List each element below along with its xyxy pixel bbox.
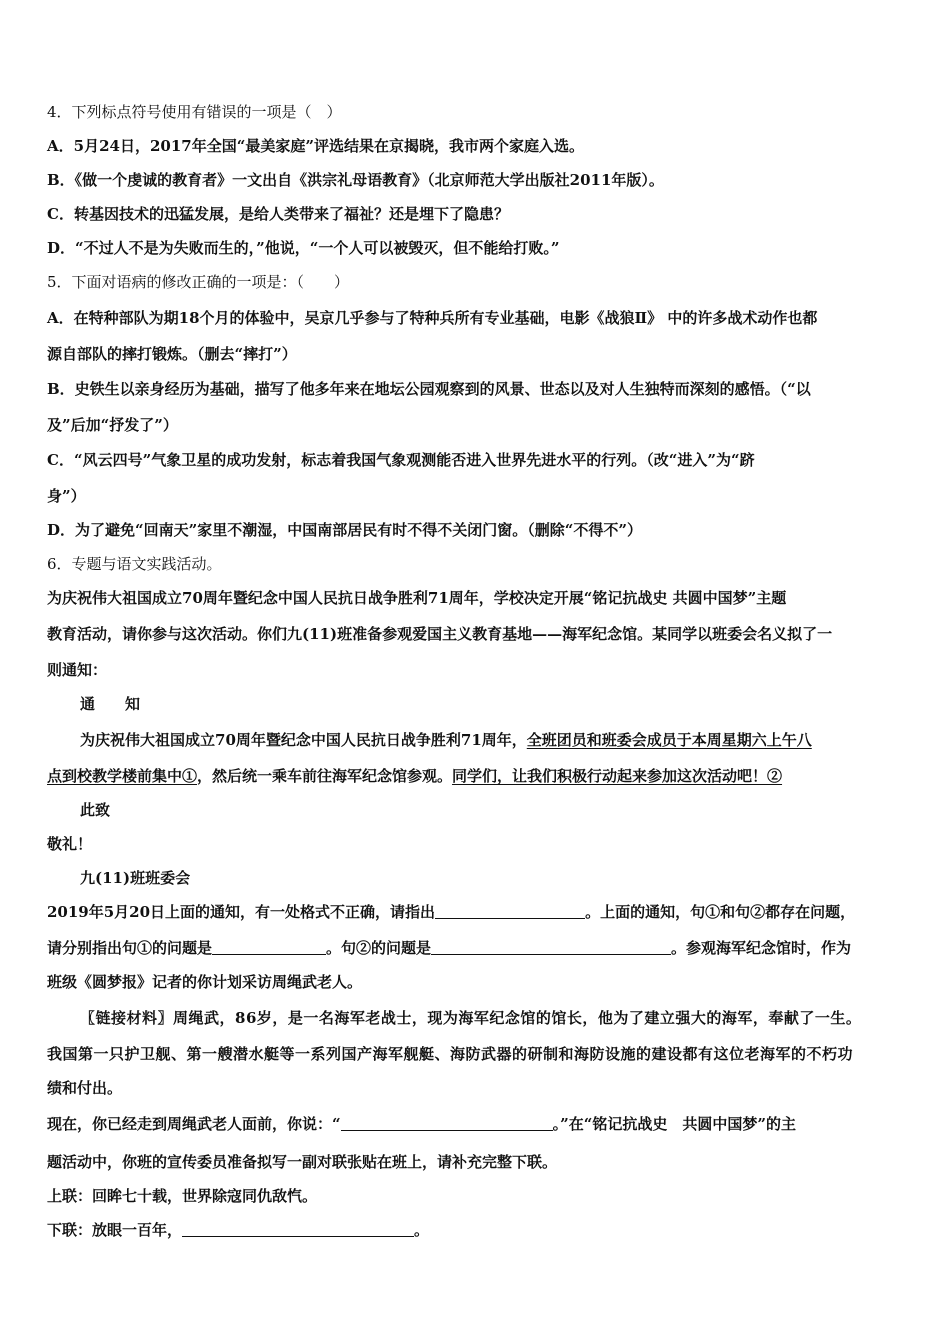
q5-option-a-line2: 源自部队的摔打锻炼。（删去“摔打”） xyxy=(47,345,297,363)
q5-option-b-line1: B．史铁生以亲身经历为基础，描写了他多年来在地坛公园观察到的风景、世态以及对人生独特而深刻的感悟。（“以 xyxy=(47,380,811,398)
ask-text: 。参观海军纪念馆时，作为 xyxy=(671,939,852,957)
q5-option-c-line2: 身”） xyxy=(47,487,86,505)
answer-blank-couplet[interactable] xyxy=(182,1222,414,1237)
ask-text: 现在，你已经走到周绳武老人面前，你说：“ xyxy=(47,1115,341,1133)
notice-text: ，然后统一乘车前往海军纪念馆参观。 xyxy=(197,767,453,785)
q4-option-b: B．《做一个虔诚的教育者》一文出自《洪宗礼母语教育》（北京师范大学出版社2011年版）。 xyxy=(47,171,664,189)
ask-text: 。上面的通知，句①和句②都存在问题， xyxy=(585,903,856,921)
q6-intro-line2: 教育活动，请你参与这次活动。你们九(11)班准备参观爱国主义教育基地——海军纪念馆。某同学以班委会名义拟了一 xyxy=(47,625,833,643)
q6-intro-line3: 则通知： xyxy=(47,661,108,679)
q5-option-a-line1: A．在特种部队为期18个月的体验中，吴京几乎参与了特种兵所有专业基础，电影《战狼Ⅱ》 中的许多战术动作也都 xyxy=(47,309,818,327)
q5-option-b-line2: 及”后加“抒发了”） xyxy=(47,416,178,434)
answer-blank-sentence-1[interactable] xyxy=(212,940,326,955)
q5-option-c-line1: C．“风云四号”气象卫星的成功发射，标志着我国气象观测能否进入世界先进水平的行列。（改“进入”为“跻 xyxy=(47,451,755,469)
ask-text: 。 xyxy=(414,1221,430,1239)
answer-blank-interview[interactable] xyxy=(341,1116,553,1131)
notice-paragraph-line2 xyxy=(47,766,910,786)
q5-stem: 5．下面对语病的修改正确的一项是：（ ） xyxy=(47,273,350,291)
q6-ask-line1 xyxy=(47,902,910,922)
notice-title: 通 知 xyxy=(80,695,141,713)
q6-stem: 6．专题与语文实践活动。 xyxy=(47,555,222,573)
ask-text: 。句②的问题是 xyxy=(326,939,432,957)
notice-jingli: 敬礼！ xyxy=(47,835,93,853)
notice-cizhi: 此致 xyxy=(80,801,111,819)
ask-text: 2019年5月20日上面的通知，有一处格式不正确，请指出 xyxy=(47,903,436,921)
q4-option-a: A．5月24日，2017年全国“最美家庭”评选结果在京揭晓，我市两个家庭入选。 xyxy=(47,137,584,155)
notice-paragraph-line1 xyxy=(80,730,910,750)
answer-blank-format[interactable] xyxy=(435,904,585,919)
link-material-line1: 〖链接材料〗周绳武，86岁，是一名海军老战士，现为海军纪念馆的馆长，他为了建立强大的海军，奉献了一生。 xyxy=(80,1009,862,1027)
couplet-lower xyxy=(47,1220,910,1240)
q4-option-c: C．转基因技术的迅猛发展，是给人类带来了福祉？还是埋下了隐患？ xyxy=(47,205,509,223)
notice-sentence-1-end: 点到校教学楼前集中① xyxy=(47,767,198,785)
ask-text: 。”在“铭记抗战史 共圆中国梦”的主 xyxy=(552,1115,797,1133)
notice-sentence-1-part: 全班团员和班委会成员于本周星期六上午八 xyxy=(526,731,812,749)
notice-text: 为庆祝伟大祖国成立70周年暨纪念中国人民抗日战争胜利71周年， xyxy=(80,731,527,749)
link-material-line2: 我国第一只护卫舰、第一艘潜水艇等一系列国产海军舰艇、海防武器的研制和海防设施的建设都有这位老海军的不朽功 xyxy=(47,1045,854,1063)
ask-text: 下联：放眼一百年， xyxy=(47,1221,183,1239)
q6-interview-line xyxy=(47,1114,910,1134)
q6-ask-line2 xyxy=(47,938,910,958)
link-material-line3: 绩和付出。 xyxy=(47,1079,123,1097)
q5-option-d: D．为了避免“回南天”家里不潮湿，中国南部居民有时不得不关闭门窗。（删除“不得不”） xyxy=(47,521,643,539)
q6-couplet-intro: 题活动中，你班的宣传委员准备拟写一副对联张贴在班上，请补充完整下联。 xyxy=(47,1153,558,1171)
couplet-upper: 上联：回眸七十载，世界除寇同仇敌忾。 xyxy=(47,1187,318,1205)
notice-signature: 九(11)班班委会 xyxy=(80,869,191,887)
notice-sentence-2: 同学们，让我们积极行动起来参加这次活动吧！② xyxy=(452,767,783,785)
answer-blank-sentence-2[interactable] xyxy=(431,940,671,955)
q4-option-d: D．“不过人不是为失败而生的，”他说，“一个人可以被毁灭，但不能给打败。” xyxy=(47,239,560,257)
q6-ask-line3: 班级《圆梦报》记者的你计划采访周绳武老人。 xyxy=(47,973,363,991)
ask-text: 请分别指出句①的问题是 xyxy=(47,939,213,957)
q4-stem: 4．下列标点符号使用有错误的一项是（ ） xyxy=(47,103,342,121)
q6-intro-line1: 为庆祝伟大祖国成立70周年暨纪念中国人民抗日战争胜利71周年，学校决定开展“铭记抗战史 共圆中国梦”主题 xyxy=(47,589,787,607)
